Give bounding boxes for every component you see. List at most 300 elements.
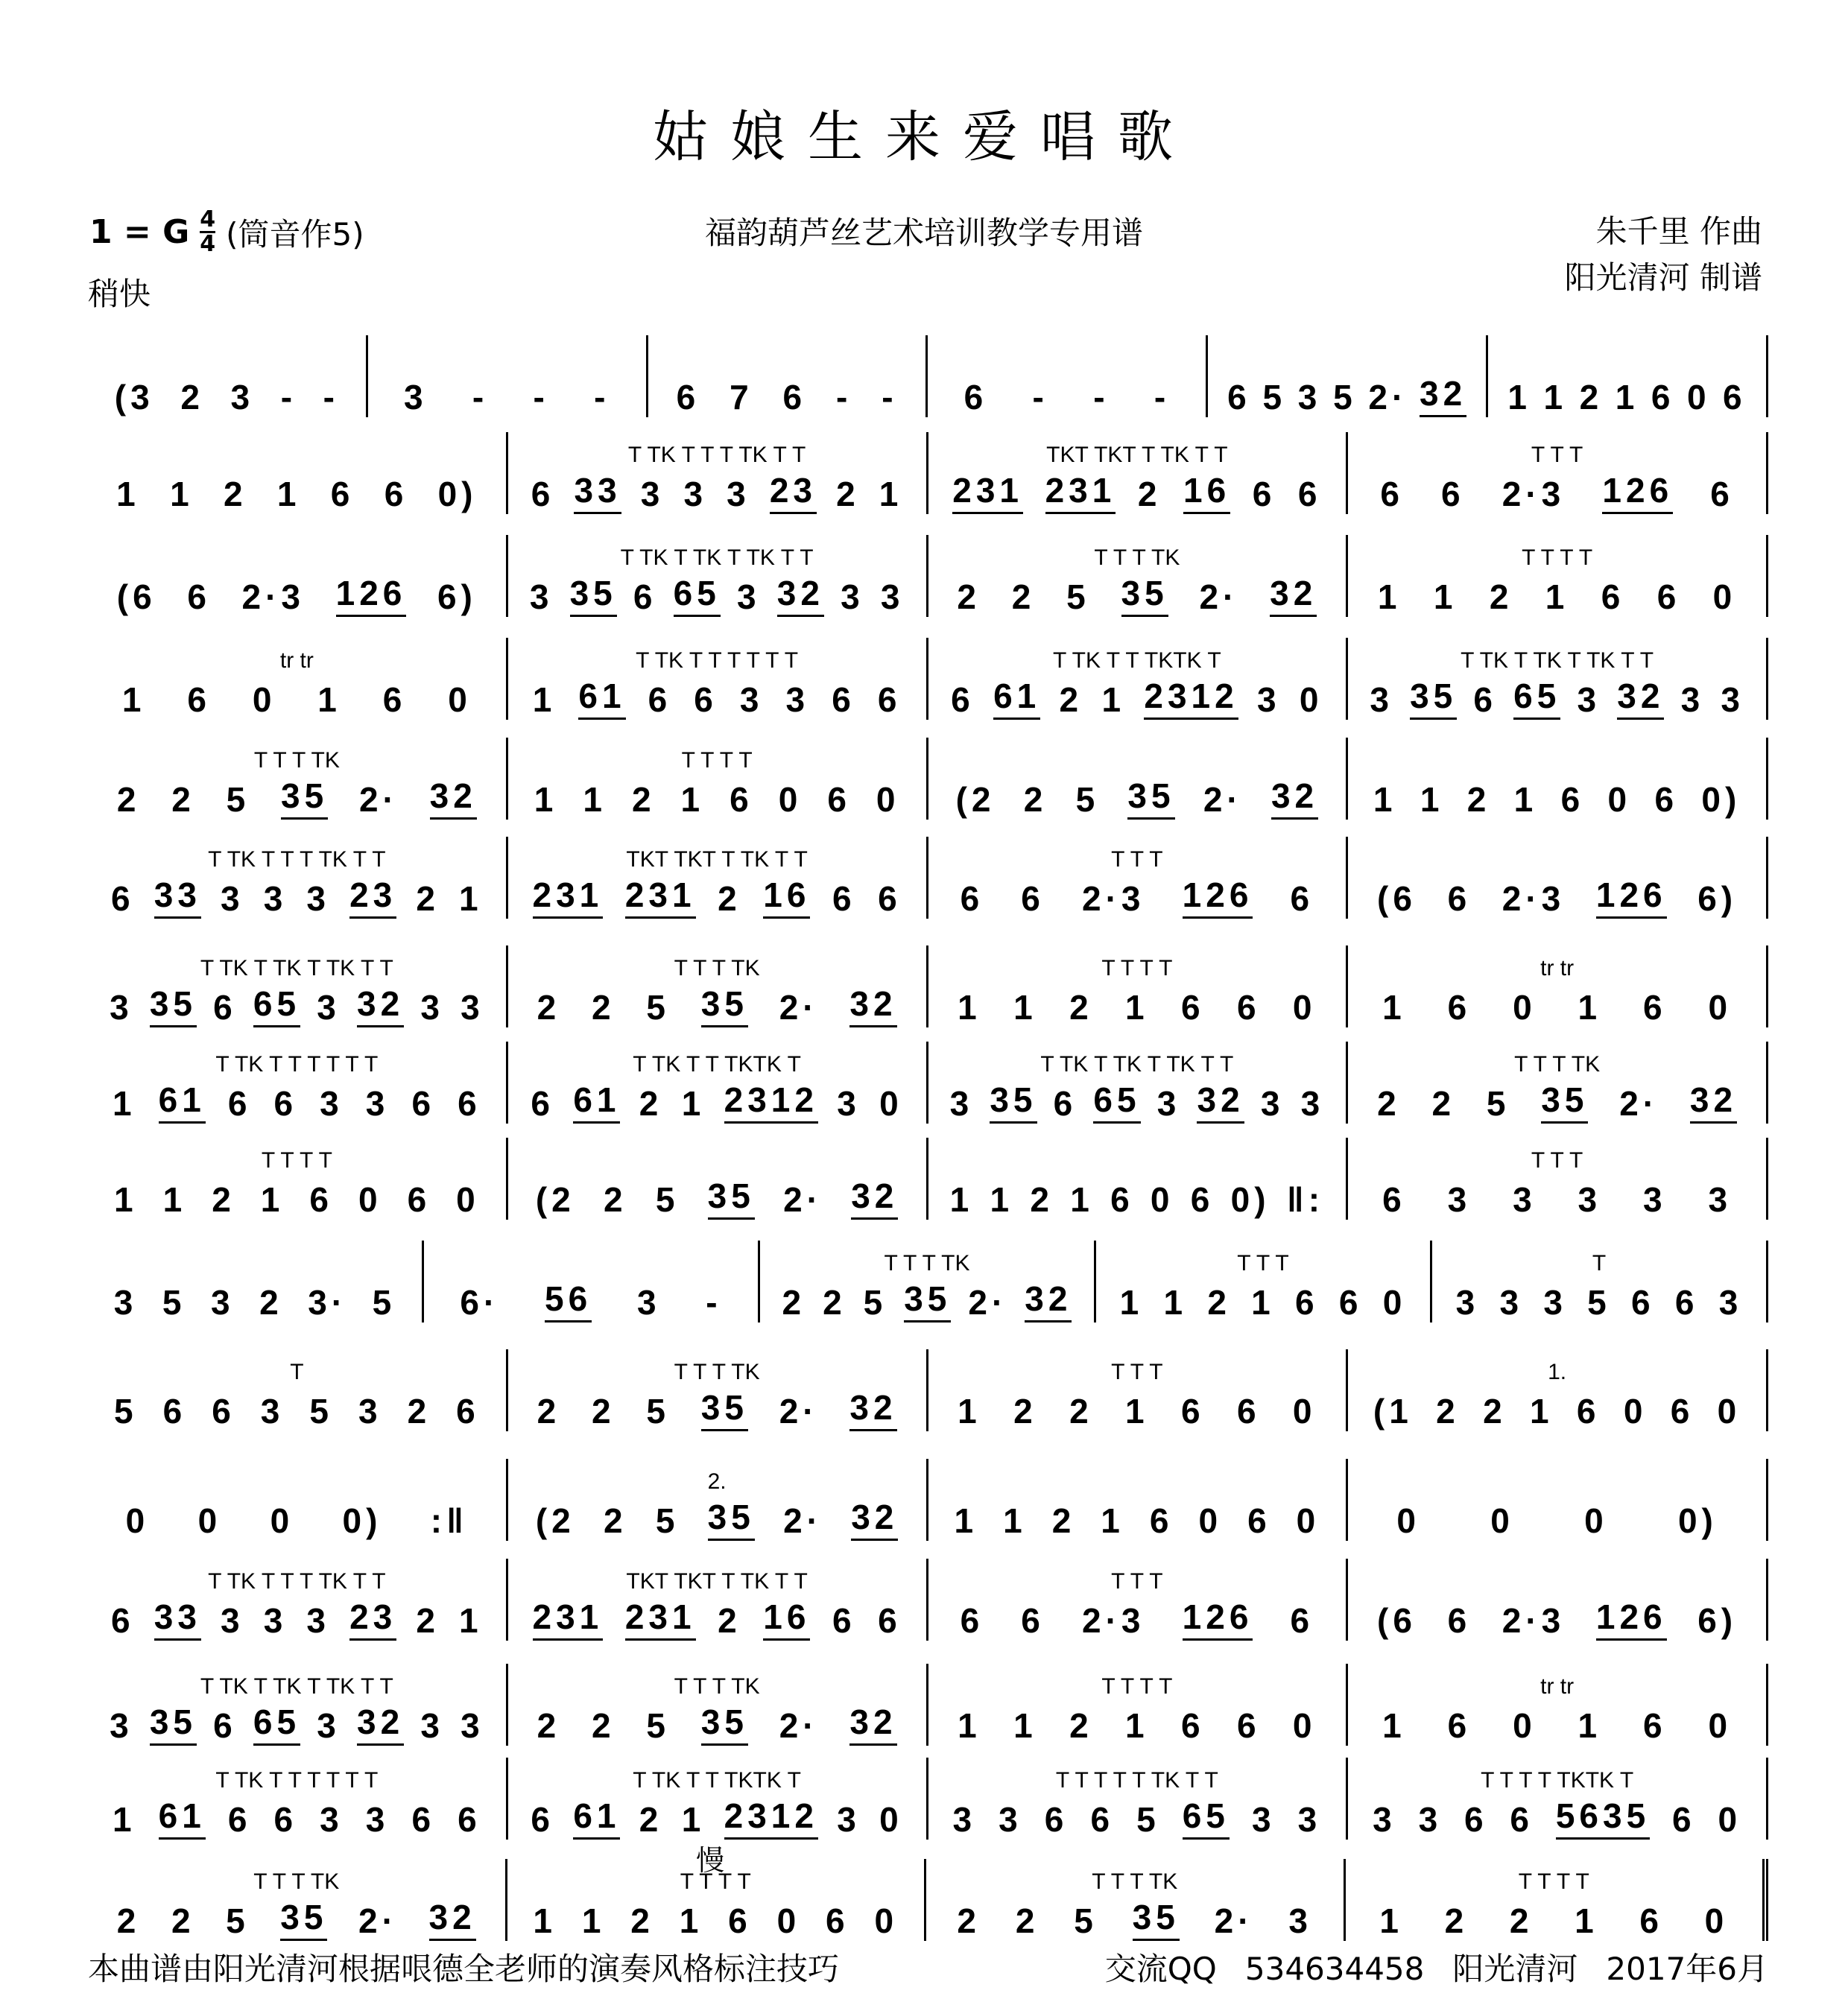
- note-group: 0: [879, 1800, 903, 1839]
- measure: [1432, 1241, 1768, 1322]
- note-group: 61: [573, 1080, 620, 1124]
- note-group: 6: [1447, 879, 1472, 918]
- note-group: 2: [1069, 988, 1093, 1027]
- note-group: 3: [1718, 1283, 1743, 1322]
- measure: [928, 1349, 1349, 1431]
- measure-notes: [521, 1896, 911, 1941]
- measure: [1348, 1459, 1768, 1541]
- note-group: 3: [841, 577, 864, 616]
- measure: [1348, 1664, 1768, 1746]
- note-group: 2: [1023, 780, 1048, 819]
- note-group: 0: [1513, 1706, 1537, 1745]
- note-group: 6: [1190, 1180, 1215, 1219]
- note-group: -: [323, 378, 339, 416]
- note-group: 3: [263, 879, 288, 918]
- note-group: 231: [533, 1597, 604, 1641]
- note-group: 3: [461, 1706, 484, 1745]
- note-group: 0: [1150, 1180, 1174, 1219]
- note-group: 3: [230, 378, 255, 416]
- note-group: 2·: [358, 780, 399, 819]
- note-group: 2: [223, 475, 247, 513]
- measure: [508, 738, 928, 820]
- score-system: [88, 1138, 1768, 1220]
- measure-notes: [1361, 572, 1753, 617]
- note-group: 5: [1262, 378, 1287, 416]
- note-group: 5: [1333, 378, 1357, 416]
- note-group: 2: [1137, 475, 1162, 513]
- note-group: 2312: [724, 1796, 818, 1840]
- note-group: 6): [437, 577, 477, 616]
- note-group: 1: [317, 680, 341, 719]
- measure: [508, 1042, 928, 1124]
- note-group: 2·3: [1082, 879, 1145, 918]
- technique-marks: 1.: [1548, 1360, 1567, 1384]
- measure: [1348, 1758, 1768, 1840]
- note-group: 3: [837, 1800, 861, 1839]
- measure-notes: [1361, 1701, 1753, 1746]
- footer-author: 阳光清河: [1452, 1951, 1578, 1987]
- note-group: 1: [116, 475, 140, 513]
- note-group: (3: [114, 378, 154, 416]
- note-group: 1: [954, 1501, 978, 1540]
- note-group: 6: [227, 1800, 252, 1839]
- technique-marks: T TK T T T TK T T: [208, 847, 386, 872]
- note-group: 1: [121, 680, 146, 719]
- slow-marking: 慢: [696, 1844, 725, 1877]
- note-group: 16: [1183, 470, 1230, 514]
- note-group: 1: [1003, 1501, 1027, 1540]
- note-group: 2: [212, 1180, 235, 1219]
- measure-notes: [101, 675, 493, 720]
- note-group: 6: [1639, 1901, 1663, 1940]
- measure-notes: [773, 1278, 1080, 1322]
- measure: [1348, 945, 1768, 1027]
- note-group: 2·: [779, 988, 819, 1027]
- note-group: 6: [458, 1800, 481, 1839]
- note-group: 35: [990, 1080, 1037, 1124]
- measure-notes: [1361, 675, 1753, 720]
- measure-notes: [522, 1701, 913, 1746]
- measure: [508, 432, 928, 514]
- note-group: 6: [1473, 680, 1497, 719]
- note-group: 2: [1069, 1706, 1093, 1745]
- measure-notes: [1361, 775, 1753, 820]
- subtitle: 福韵葫芦丝艺术培训教学专用谱: [704, 215, 1143, 251]
- note-group: 1: [879, 475, 903, 513]
- note-group: 6: [384, 475, 408, 513]
- note-group: 6: [309, 1180, 333, 1219]
- measure-notes: [1361, 983, 1753, 1027]
- note-group: 2·3: [1502, 475, 1566, 513]
- note-group: 0: [1513, 988, 1537, 1027]
- note-group: 65: [1513, 676, 1560, 720]
- note-group: 1: [114, 1180, 138, 1219]
- technique-marks: T TK T TK T TK T T: [200, 1674, 393, 1699]
- note-group: 1: [532, 680, 557, 719]
- note-group: 35: [150, 1702, 197, 1746]
- note-group: 5: [655, 1180, 680, 1219]
- note-group: 35: [904, 1279, 951, 1322]
- note-group: 2: [116, 1901, 141, 1940]
- note-group: 1: [1578, 1706, 1602, 1745]
- note-group: 32: [1025, 1279, 1072, 1322]
- note-group: 3: [1721, 680, 1744, 719]
- note-group: 0): [1701, 780, 1741, 819]
- note-group: 6: [1021, 1601, 1045, 1640]
- note-group: 126: [1596, 1597, 1667, 1641]
- note-group: 1: [1125, 1392, 1149, 1431]
- note-group: 2·: [968, 1283, 1008, 1322]
- note-group: 3: [263, 1601, 288, 1640]
- note-group: 1: [459, 879, 483, 918]
- note-group: 6: [1642, 1706, 1667, 1745]
- measure-notes: [522, 675, 913, 720]
- technique-marks: [522, 1148, 913, 1175]
- note-group: 3: [1251, 1800, 1276, 1839]
- note-group: (2: [535, 1501, 575, 1540]
- note-group: 2: [407, 1392, 431, 1431]
- note-group: 1: [581, 1901, 606, 1940]
- note-group: 6·: [460, 1283, 500, 1322]
- note-group: 6: [1651, 378, 1675, 416]
- note-group: 6: [273, 1084, 298, 1123]
- measure: [1346, 1859, 1769, 1941]
- note-group: 6: [1090, 1800, 1115, 1839]
- measure-notes: [101, 983, 493, 1027]
- technique-marks: [1361, 1569, 1753, 1596]
- note-group: 6: [1044, 1800, 1069, 1839]
- measure: [648, 335, 928, 417]
- note-group: 0: [1708, 1706, 1732, 1745]
- measure: [508, 945, 928, 1027]
- note-group: (6: [1377, 879, 1417, 918]
- technique-marks: [1221, 346, 1472, 373]
- measure-notes: [101, 469, 493, 514]
- measure: [1348, 1349, 1768, 1431]
- technique-marks: [101, 1469, 493, 1496]
- note-group: 0: [1382, 1283, 1407, 1322]
- note-group: 2: [604, 1180, 627, 1219]
- note-group: 3: [221, 879, 244, 918]
- technique-marks: [437, 1251, 744, 1278]
- note-group: 1: [1101, 680, 1126, 719]
- note-group: 1: [459, 1601, 483, 1640]
- note-group: 126: [1602, 470, 1673, 514]
- note-group: 6: [1227, 378, 1251, 416]
- note-group: 3: [420, 1706, 444, 1745]
- technique-marks: T T T: [1531, 1148, 1583, 1173]
- measure: [928, 432, 1349, 514]
- technique-marks: [1361, 748, 1753, 775]
- note-group: 23: [349, 1597, 396, 1641]
- note-group: 3: [358, 1392, 382, 1431]
- note-group: 3: [837, 1084, 861, 1123]
- note-group: 0: [125, 1501, 150, 1540]
- note-group: 32: [849, 1387, 896, 1431]
- note-group: 3: [999, 1800, 1022, 1839]
- note-group: 1: [1251, 1283, 1275, 1322]
- note-group: 6: [878, 879, 902, 918]
- note-group: 1: [1433, 577, 1458, 616]
- contact-label: 交流QQ: [1104, 1951, 1217, 1987]
- measure-notes: [1361, 469, 1753, 514]
- technique-marks: T TK T TK T TK T T: [1461, 648, 1654, 673]
- note-group: 6: [878, 1601, 902, 1640]
- note-group: 16: [763, 1597, 810, 1641]
- note-group: 6: [458, 1084, 481, 1123]
- note-group: 32: [851, 1176, 898, 1220]
- note-group: 2: [416, 879, 440, 918]
- technique-marks: T T T T TKTK T: [1481, 1768, 1634, 1793]
- note-group: 6: [648, 680, 672, 719]
- note-group: 6: [273, 1800, 298, 1839]
- technique-marks: T TK T T TKTK T: [633, 1052, 801, 1077]
- technique-marks: T TK T T T TK T T: [208, 1569, 386, 1594]
- footer: [88, 1945, 1768, 1989]
- note-group: 3: [1288, 1901, 1312, 1940]
- note-group: 1: [1013, 1706, 1037, 1745]
- note-group: 2·: [1619, 1084, 1659, 1123]
- note-group: 5635: [1556, 1796, 1650, 1840]
- note-group: 3: [1156, 1084, 1181, 1123]
- note-group: 2: [836, 475, 860, 513]
- note-group: 32: [357, 983, 404, 1027]
- technique-marks: T T T TK: [674, 1360, 760, 1384]
- note-group: 6: [1464, 1800, 1488, 1839]
- note-group: 6: [1290, 1601, 1314, 1640]
- note-group: 3: [636, 1283, 661, 1322]
- measure: [88, 837, 508, 919]
- note-group: 6: [951, 680, 975, 719]
- note-group: 0: [1198, 1501, 1223, 1540]
- note-group: 1: [1578, 988, 1602, 1027]
- note-group: (1: [1373, 1392, 1413, 1431]
- measure: [88, 1459, 508, 1541]
- note-group: 3: [317, 988, 341, 1027]
- technique-marks: [941, 346, 1192, 373]
- measure: [508, 1664, 928, 1746]
- measure: [88, 535, 508, 617]
- note-group: 3: [736, 577, 761, 616]
- technique-marks: T TK T T TKTK T: [633, 1768, 801, 1793]
- note-group: 6: [963, 378, 988, 416]
- note-group: 3: [1297, 1800, 1322, 1839]
- technique-marks: T T T: [1111, 1569, 1163, 1594]
- measure-notes: [101, 1596, 493, 1641]
- measure: [508, 1459, 928, 1541]
- note-group: 1: [1163, 1283, 1188, 1322]
- measure-notes: [1361, 1387, 1753, 1431]
- measure-notes: [1361, 1496, 1753, 1541]
- technique-marks: tr tr: [1540, 956, 1575, 981]
- technique-marks: T T T TK: [253, 1869, 340, 1894]
- measure: [88, 335, 368, 417]
- note-group: 0: [270, 1501, 294, 1540]
- measure-notes: [101, 1795, 493, 1840]
- note-group: 6: [1236, 1706, 1261, 1745]
- note-group: 6: [407, 1180, 431, 1219]
- note-group: 0: [456, 1180, 480, 1219]
- measure: [88, 1349, 508, 1431]
- score-system: [88, 432, 1768, 514]
- note-group: 3: [306, 1601, 330, 1640]
- technique-marks: T T T: [1111, 1360, 1163, 1384]
- note-group: 126: [336, 573, 407, 617]
- technique-marks: T T T T: [1101, 956, 1173, 981]
- note-group: 1: [1379, 1901, 1403, 1940]
- technique-marks: T T T T T TK T T: [1055, 1768, 1218, 1793]
- score-system: [88, 1859, 1768, 1941]
- note-group: 6: [1631, 1283, 1655, 1322]
- technique-marks: [101, 346, 352, 373]
- measure: [1348, 1138, 1768, 1220]
- note-group: 6: [1447, 1706, 1472, 1745]
- note-group: 6: [730, 780, 753, 819]
- note-group: 3: [110, 988, 133, 1027]
- measure-notes: [1361, 874, 1753, 919]
- note-group: 2312: [1144, 676, 1238, 720]
- technique-marks: T: [1592, 1251, 1607, 1276]
- measure: [1348, 535, 1768, 617]
- arranger: 阳光清河 制谱: [1564, 259, 1762, 296]
- footer-date: 2017年6月: [1606, 1951, 1768, 1987]
- note-group: 3: [1297, 378, 1322, 416]
- note-group: 6: [1252, 475, 1276, 513]
- note-group: 6: [187, 680, 211, 719]
- note-group: 126: [1183, 875, 1253, 919]
- measure-notes: [1361, 1175, 1753, 1220]
- note-group: 35: [570, 573, 617, 617]
- measure-notes: [942, 983, 1333, 1027]
- measure-notes: [437, 1278, 744, 1322]
- note-group: :‖: [430, 1501, 469, 1540]
- note-group: 3: [320, 1084, 344, 1123]
- note-group: 3: [739, 680, 764, 719]
- note-group: 3: [949, 1084, 974, 1123]
- measure-notes: [522, 983, 913, 1027]
- note-group: 6: [411, 1800, 436, 1839]
- technique-marks: tr tr: [1540, 1674, 1575, 1699]
- note-group: 3: [727, 475, 750, 513]
- note-group: 1: [1125, 988, 1149, 1027]
- note-group: 65: [1093, 1080, 1140, 1124]
- note-group: 6: [960, 879, 984, 918]
- note-group: 0): [1677, 1501, 1718, 1540]
- measure: [88, 1664, 508, 1746]
- measure: [508, 837, 928, 919]
- note-group: 2: [782, 1283, 806, 1322]
- note-group: 2·: [783, 1180, 823, 1219]
- note-group: 2·: [1203, 780, 1243, 819]
- measure: [928, 837, 1349, 919]
- note-group: 1: [949, 1180, 974, 1219]
- note-group: 0: [358, 1180, 382, 1219]
- note-group: 6: [111, 879, 135, 918]
- note-group: -: [472, 378, 489, 416]
- note-group: 32: [1270, 573, 1317, 617]
- measure-notes: [522, 1795, 913, 1840]
- measure-notes: [1446, 1278, 1753, 1322]
- note-group: 33: [154, 875, 201, 919]
- technique-marks: [662, 346, 913, 373]
- note-group: 0: [1292, 1392, 1317, 1431]
- note-group: 0: [197, 1501, 222, 1540]
- technique-marks: T T T TK: [884, 1251, 970, 1276]
- note-group: 0): [342, 1501, 382, 1540]
- measure: [508, 535, 928, 617]
- note-group: 2: [537, 988, 561, 1027]
- note-group: 1: [1101, 1501, 1124, 1540]
- note-group: 6: [1560, 780, 1585, 819]
- note-group: 1: [1545, 577, 1569, 616]
- note-group: 1: [1013, 988, 1037, 1027]
- note-group: 1: [1420, 780, 1444, 819]
- note-group: 5: [1066, 577, 1090, 616]
- note-group: 32: [849, 1702, 896, 1746]
- note-group: 3: [420, 988, 444, 1027]
- measure: [1348, 638, 1768, 720]
- score-system: [88, 837, 1768, 919]
- technique-marks: tr tr: [279, 648, 314, 673]
- note-group: 6: [1247, 1501, 1271, 1540]
- measure-notes: [101, 775, 493, 820]
- note-group: 6: [1447, 1601, 1472, 1640]
- note-group: 56: [545, 1279, 592, 1322]
- technique-marks: T T T T: [680, 1869, 751, 1894]
- technique-marks: [942, 1148, 1333, 1175]
- note-group: 1: [1507, 378, 1531, 416]
- note-group: 2: [957, 577, 981, 616]
- note-group: 5: [646, 1706, 670, 1745]
- note-group: 2: [416, 1601, 440, 1640]
- note-group: 3: [113, 1283, 138, 1322]
- note-group: 6: [1674, 1283, 1699, 1322]
- note-group: 61: [159, 1080, 206, 1124]
- note-group: 6: [694, 680, 718, 719]
- measure-notes: [1359, 1896, 1750, 1941]
- score-system: [88, 738, 1768, 820]
- measure: [760, 1241, 1096, 1322]
- note-group: 5: [646, 1392, 670, 1431]
- note-group: (6: [1377, 1601, 1417, 1640]
- footer-note: 本曲谱由阳光清河根据哏德全老师的演奏风格标注技巧: [88, 1951, 840, 1987]
- note-group: 6: [1672, 1800, 1696, 1839]
- note-group: 2: [1483, 1392, 1507, 1431]
- note-group: 32: [430, 776, 477, 820]
- note-group: 2: [1431, 1084, 1456, 1123]
- note-group: 2·3: [241, 577, 305, 616]
- measure-notes: [522, 775, 913, 820]
- note-group: -: [1032, 378, 1048, 416]
- measure-notes: [940, 1896, 1330, 1941]
- note-group: 6: [111, 1601, 135, 1640]
- measure: [1348, 738, 1768, 820]
- measure-notes: [101, 874, 493, 919]
- measure-notes: [101, 1387, 493, 1431]
- note-group: 6: [1180, 1706, 1205, 1745]
- note-group: 5: [226, 780, 250, 819]
- note-group: 0: [1717, 1392, 1741, 1431]
- technique-marks: [942, 748, 1333, 775]
- note-group: 2: [823, 1283, 847, 1322]
- note-group: 6: [832, 680, 855, 719]
- technique-marks: [101, 443, 493, 469]
- technique-marks: T TK T T TKTK T: [1053, 648, 1221, 673]
- measure-notes: [101, 1175, 493, 1220]
- measure-notes: [1361, 1079, 1753, 1124]
- note-group: 0: [1299, 680, 1323, 719]
- technique-marks: T TK T T T T T T: [215, 1052, 379, 1077]
